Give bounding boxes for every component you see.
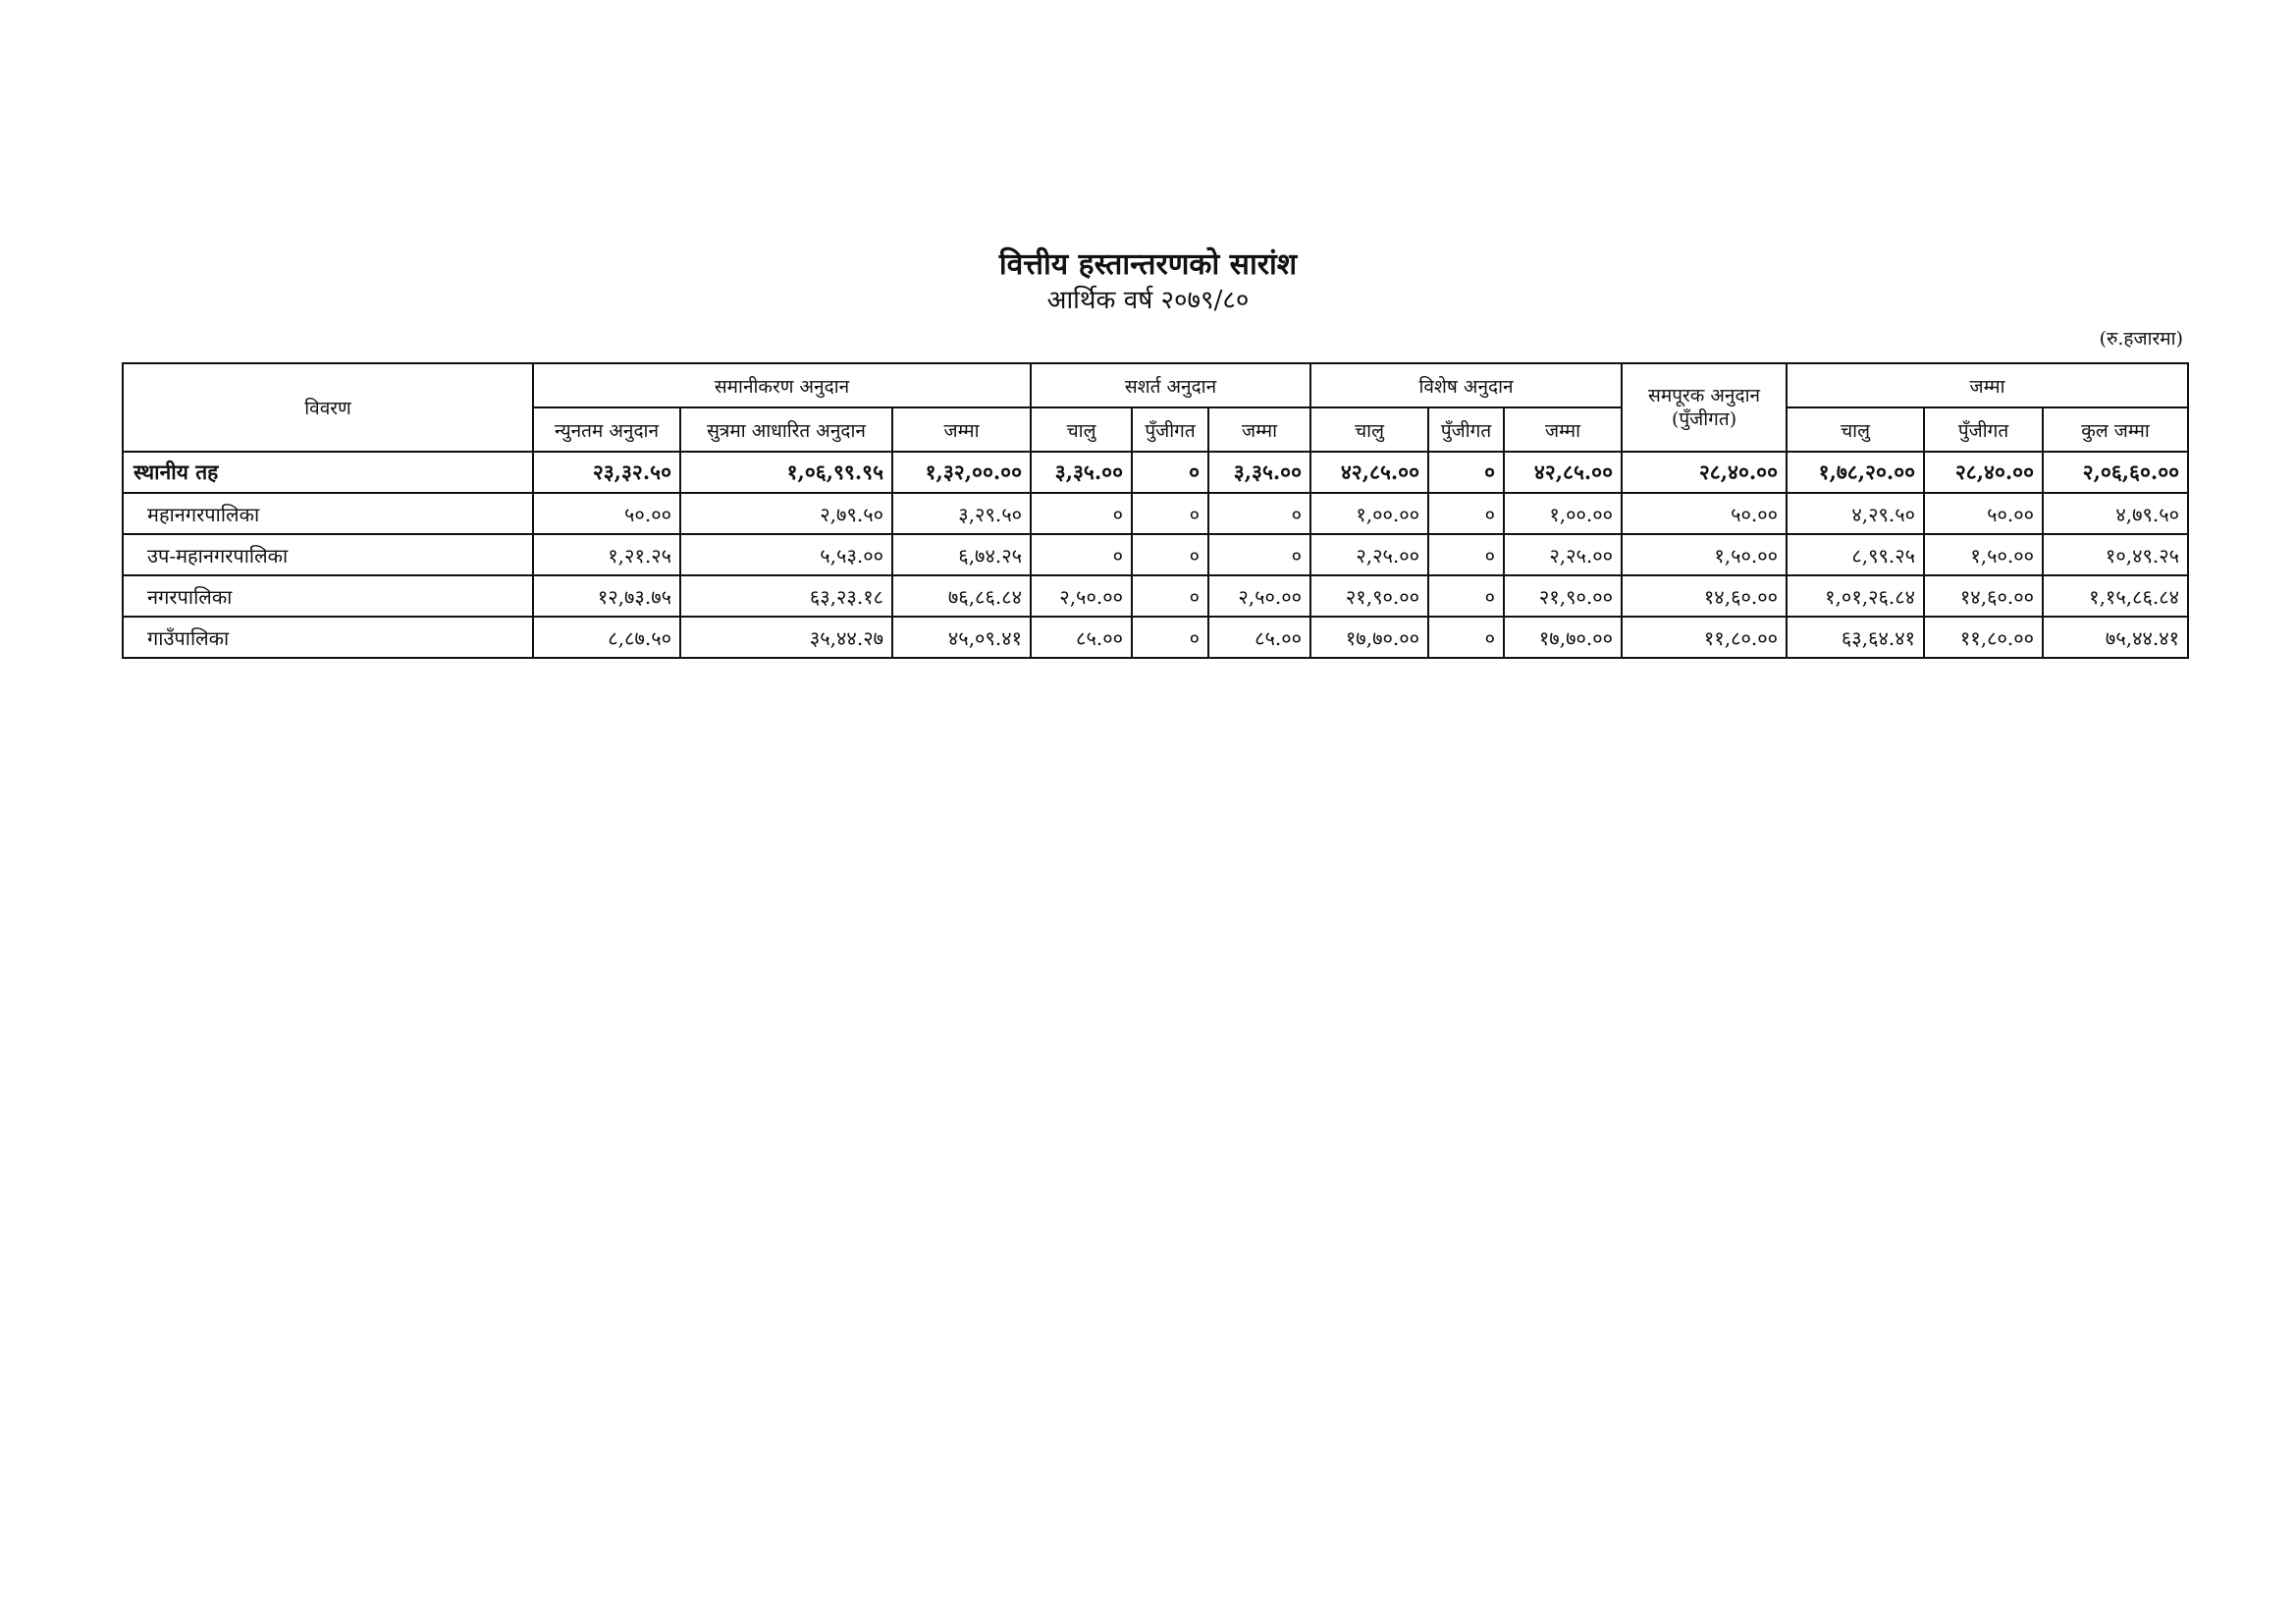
cell-total-current: ६३,६४.४१ [1787, 617, 1924, 658]
cell-cond-current: २,५०.०० [1031, 575, 1132, 617]
header-spec-total: जम्मा [1504, 407, 1622, 452]
cell-total-current: १,०१,२६.८४ [1787, 575, 1924, 617]
cell-spec-total: २१,९०.०० [1504, 575, 1622, 617]
cell-eq-formula: २,७९.५० [680, 493, 892, 534]
cell-spec-capital: ० [1428, 617, 1504, 658]
cell-total-capital: २८,४०.०० [1924, 452, 2043, 493]
header-spec-capital: पुँजीगत [1428, 407, 1504, 452]
header-total-current: चालु [1787, 407, 1924, 452]
header-row-groups [123, 363, 2188, 407]
table-row-metropolitan [123, 493, 2188, 534]
table-row-sub-metropolitan [123, 534, 2188, 575]
cell-eq-total: ४५,०९.४१ [892, 617, 1031, 658]
cell-total-current: १,७८,२०.०० [1787, 452, 1924, 493]
cell-complementary: ५०.०० [1622, 493, 1787, 534]
cell-complementary: १,५०.०० [1622, 534, 1787, 575]
cell-cond-capital: ० [1132, 534, 1208, 575]
cell-spec-total: १७,७०.०० [1504, 617, 1622, 658]
cell-cond-total: ८५.०० [1208, 617, 1310, 658]
cell-grand-total: १,१५,८६.८४ [2043, 575, 2188, 617]
row-label: नगरपालिका [123, 575, 533, 617]
cell-eq-total: ७६,८६.८४ [892, 575, 1031, 617]
cell-spec-current: २१,९०.०० [1310, 575, 1428, 617]
table-row-municipality [123, 575, 2188, 617]
cell-cond-total: ० [1208, 493, 1310, 534]
cell-spec-current: ४२,८५.०० [1310, 452, 1428, 493]
cell-total-capital: १,५०.०० [1924, 534, 2043, 575]
cell-eq-total: ३,२९.५० [892, 493, 1031, 534]
cell-spec-total: १,००.०० [1504, 493, 1622, 534]
header-conditional-grant: सशर्त अनुदान [1031, 363, 1310, 407]
row-label: स्थानीय तह [123, 452, 533, 493]
cell-total-current: ८,९९.२५ [1787, 534, 1924, 575]
cell-total-capital: ५०.०० [1924, 493, 2043, 534]
header-spec-current: चालु [1310, 407, 1428, 452]
cell-total-current: ४,२९.५० [1787, 493, 1924, 534]
cell-spec-capital: ० [1428, 534, 1504, 575]
header-cond-current: चालु [1031, 407, 1132, 452]
cell-eq-formula: ५,५३.०० [680, 534, 892, 575]
row-label: महानगरपालिका [123, 493, 533, 534]
cell-cond-capital: ० [1132, 452, 1208, 493]
cell-eq-minimum: २३,३२.५० [533, 452, 680, 493]
cell-cond-current: ८५.०० [1031, 617, 1132, 658]
header-total: जम्मा [1787, 363, 2188, 407]
table-row-rural-municipality [123, 617, 2188, 658]
cell-eq-total: १,३२,००.०० [892, 452, 1031, 493]
cell-cond-capital: ० [1132, 617, 1208, 658]
cell-total-capital: ११,८०.०० [1924, 617, 2043, 658]
cell-eq-formula: ३५,४४.२७ [680, 617, 892, 658]
header-equalization-grant: समानीकरण अनुदान [533, 363, 1031, 407]
header-description: विवरण [123, 363, 533, 452]
cell-eq-minimum: १,२१.२५ [533, 534, 680, 575]
cell-cond-total: ० [1208, 534, 1310, 575]
document-title: वित्तीय हस्तान्तरणको सारांश [998, 247, 1298, 282]
header-eq-total: जम्मा [892, 407, 1031, 452]
cell-complementary: २८,४०.०० [1622, 452, 1787, 493]
cell-cond-current: ० [1031, 534, 1132, 575]
cell-spec-capital: ० [1428, 493, 1504, 534]
cell-grand-total: ४,७९.५० [2043, 493, 2188, 534]
fiscal-year-subtitle: आर्थिक वर्ष २०७९/८० [1046, 286, 1250, 315]
table-row-local-level-total [123, 452, 2188, 493]
cell-eq-minimum: ८,८७.५० [533, 617, 680, 658]
cell-spec-current: १७,७०.०० [1310, 617, 1428, 658]
cell-grand-total: ७५,४४.४१ [2043, 617, 2188, 658]
cell-spec-capital: ० [1428, 575, 1504, 617]
cell-total-capital: १४,६०.०० [1924, 575, 2043, 617]
header-total-capital: पुँजीगत [1924, 407, 2043, 452]
header-cond-total: जम्मा [1208, 407, 1310, 452]
cell-complementary: ११,८०.०० [1622, 617, 1787, 658]
unit-note: (रु.हजारमा) [2099, 328, 2183, 350]
header-special-grant: विशेष अनुदान [1310, 363, 1622, 407]
cell-cond-capital: ० [1132, 493, 1208, 534]
cell-cond-total: ३,३५.०० [1208, 452, 1310, 493]
cell-spec-capital: ० [1428, 452, 1504, 493]
cell-cond-capital: ० [1132, 575, 1208, 617]
header-grand-total: कुल जम्मा [2043, 407, 2188, 452]
cell-spec-current: २,२५.०० [1310, 534, 1428, 575]
cell-grand-total: २,०६,६०.०० [2043, 452, 2188, 493]
cell-grand-total: १०,४९.२५ [2043, 534, 2188, 575]
cell-eq-minimum: ५०.०० [533, 493, 680, 534]
cell-complementary: १४,६०.०० [1622, 575, 1787, 617]
cell-eq-formula: ६३,२३.१८ [680, 575, 892, 617]
row-label: उप-महानगरपालिका [123, 534, 533, 575]
cell-eq-formula: १,०६,९९.९५ [680, 452, 892, 493]
header-complementary-grant: समपूरक अनुदान (पुँजीगत) [1622, 363, 1787, 452]
cell-cond-current: ३,३५.०० [1031, 452, 1132, 493]
header-cond-capital: पुँजीगत [1132, 407, 1208, 452]
cell-eq-minimum: १२,७३.७५ [533, 575, 680, 617]
header-eq-formula: सुत्रमा आधारित अनुदान [680, 407, 892, 452]
row-label: गाउँपालिका [123, 617, 533, 658]
cell-eq-total: ६,७४.२५ [892, 534, 1031, 575]
cell-spec-total: ४२,८५.०० [1504, 452, 1622, 493]
cell-spec-total: २,२५.०० [1504, 534, 1622, 575]
cell-cond-current: ० [1031, 493, 1132, 534]
cell-cond-total: २,५०.०० [1208, 575, 1310, 617]
header-eq-minimum: न्युनतम अनुदान [533, 407, 680, 452]
cell-spec-current: १,००.०० [1310, 493, 1428, 534]
fiscal-transfer-summary-table [122, 362, 2189, 659]
